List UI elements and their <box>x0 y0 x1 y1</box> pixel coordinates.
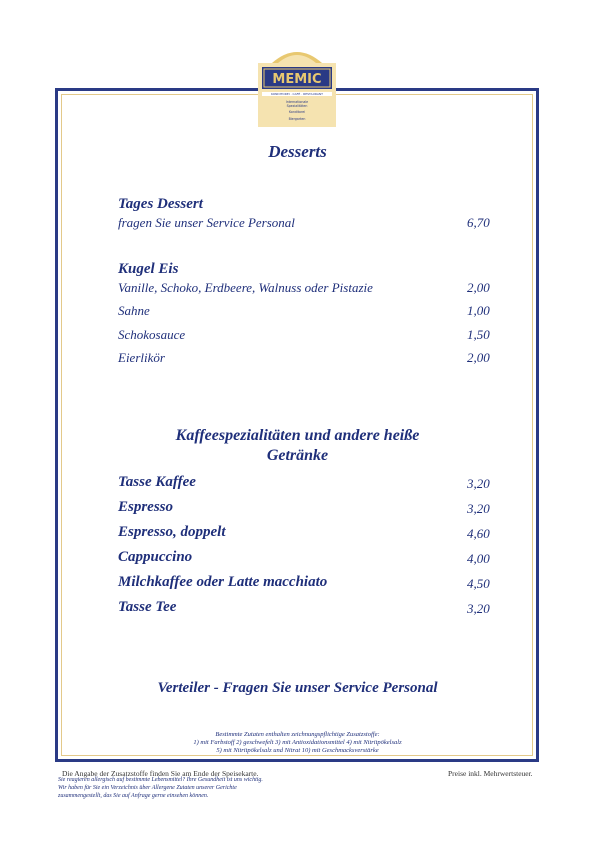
coffee-item-price: 4,60 <box>467 526 490 541</box>
coffee-heading-line-2: Getränke <box>266 447 329 464</box>
logo-line-4: Biergarten <box>288 117 306 121</box>
prices-vat-note: Preise inkl. Mehrwertsteuer. <box>448 769 533 778</box>
additives-line-2: 5) mit Nitritpökelsalz und Nitrat 10) mit Geschmacksverstärke <box>216 747 379 754</box>
additives-note <box>0 731 595 755</box>
kugel-eis-price: 2,00 <box>467 280 490 295</box>
tages-dessert-name: Tages Dessert <box>118 196 203 212</box>
kugel-eis-item: Vanille, Schoko, Erdbeere, Walnuss oder Pistazie <box>118 280 373 295</box>
coffee-item-name: Tasse Kaffee <box>118 474 196 490</box>
coffee-item-name: Milchkaffee oder Latte macchiato <box>118 574 328 590</box>
kugel-eis-item: Schokosauce <box>118 327 186 342</box>
allergy-note-1: Sie reagieren allergisch auf bestimmte Lebensmittel? Ihre Gesundheit ist uns wichtig. <box>58 777 263 783</box>
coffee-item-price: 4,00 <box>467 551 490 566</box>
tages-dessert-desc: fragen Sie unser Service Personal <box>118 215 295 230</box>
coffee-item-name: Espresso <box>118 499 174 515</box>
restaurant-logo <box>254 45 340 127</box>
coffee-item-price: 3,20 <box>467 476 490 491</box>
additives-line-1: 1) mit Farbstoff 2) geschwefelt 3) mit Antioxidationsmittel 4) mit Nitritpökelsalz <box>193 739 402 746</box>
kugel-eis-price: 1,00 <box>467 303 490 318</box>
kugel-eis-price: 1,50 <box>467 327 490 342</box>
coffee-item-price: 4,50 <box>467 576 490 591</box>
desserts-heading: Desserts <box>268 142 327 161</box>
logo-brand: MEMIC <box>272 72 322 87</box>
allergy-note-3: zusammengestellt, das Sie auf Anfrage gerne einsehen können. <box>58 793 209 799</box>
coffee-item-name: Tasse Tee <box>118 599 177 615</box>
kugel-eis-name: Kugel Eis <box>118 261 179 277</box>
tages-dessert-price: 6,70 <box>467 215 490 230</box>
coffee-item-price: 3,20 <box>467 501 490 516</box>
allergy-note-2: Wir haben für Sie ein Verzeichnis über Allergene Zutaten unserer Gerichte <box>58 785 237 791</box>
page-border-inner <box>61 94 533 756</box>
coffee-heading-line-1: Kaffeespezialitäten und andere heiße <box>175 427 420 444</box>
closing-heading: Verteiler - Fragen Sie unser Service Personal <box>157 680 438 696</box>
coffee-item-name: Espresso, doppelt <box>118 524 226 540</box>
logo-line-3: Konditorei <box>288 110 306 114</box>
kugel-eis-item: Sahne <box>118 303 150 318</box>
coffee-item-name: Cappuccino <box>118 549 193 565</box>
coffee-item-price: 3,20 <box>467 601 490 616</box>
logo-line-2: Spezialitäten <box>286 104 308 108</box>
additives-reference-note: Die Angabe der Zusatzstoffe finden Sie am Ende der Speisekarte. <box>62 769 259 778</box>
coffee-heading <box>0 426 595 466</box>
additives-intro: Bestimmte Zutaten enthalten zeichnungspflichtige Zusatzstoffe: <box>215 731 380 738</box>
logo-line-1: Internationale <box>285 100 309 104</box>
logo-tagline: KONDITOREI · CAFÉ · RESTAURANT <box>271 92 323 96</box>
kugel-eis-item: Eierlikör <box>118 350 165 365</box>
kugel-eis-price: 2,00 <box>467 350 490 365</box>
